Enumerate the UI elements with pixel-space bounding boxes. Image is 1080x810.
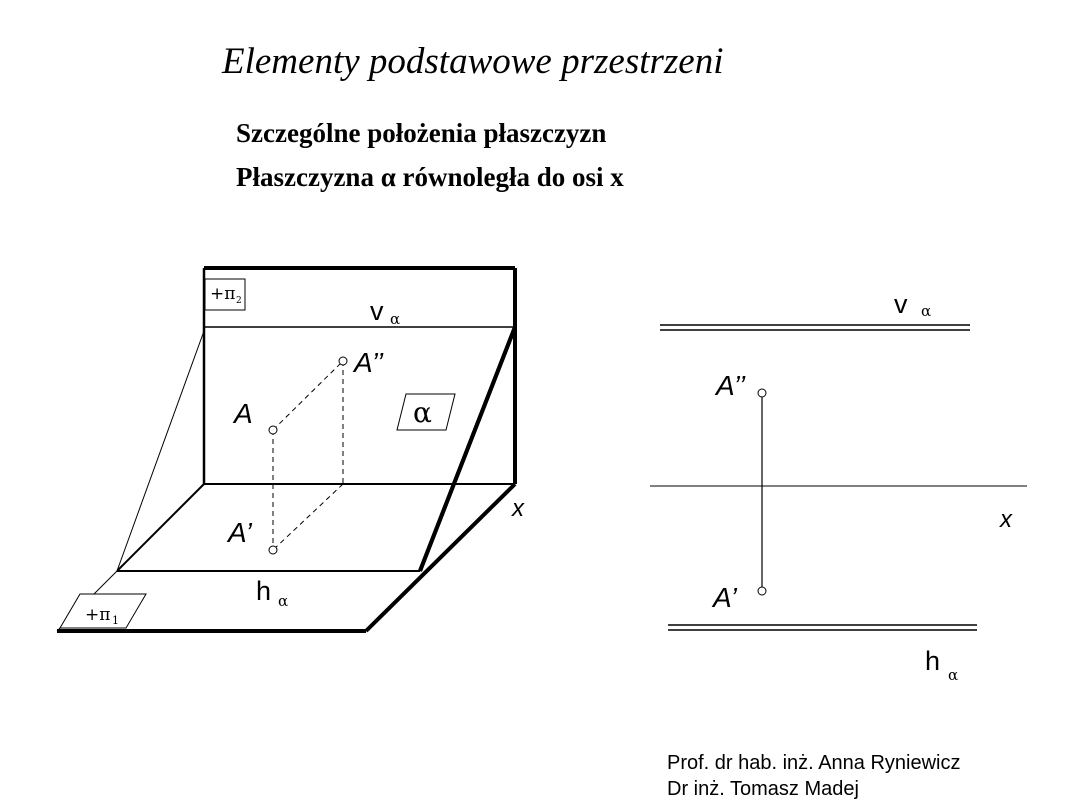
point-A-marker <box>269 426 277 434</box>
credits-line-1: Prof. dr hab. inż. Anna Ryniewicz <box>667 752 961 774</box>
pi1-subscript: 1 <box>112 614 119 627</box>
right-v-trace-label: v <box>894 289 908 319</box>
point-A-label: A <box>234 398 253 429</box>
left-3d-diagram <box>57 268 515 631</box>
page-title: Elementy podstawowe przestrzeni <box>222 41 724 82</box>
v-trace-label: v <box>370 296 384 326</box>
right-point-A2-label: A’’ <box>716 370 746 401</box>
subtitle-line-2: Płaszczyzna α równoległa do osi x <box>236 162 624 192</box>
point-A2-marker <box>339 357 347 365</box>
right-h-trace-alpha: α <box>948 666 959 684</box>
pi1-label: +π <box>85 605 111 625</box>
pi2-label: +π <box>210 284 236 304</box>
right-v-trace-alpha: α <box>921 302 932 320</box>
h-trace-alpha: α <box>278 592 289 610</box>
point-A2-label: A’’ <box>354 347 384 378</box>
credits-line-2: Dr inż. Tomasz Madej <box>667 778 859 800</box>
right-axis-x-label: x <box>1000 506 1012 533</box>
right-projection-diagram <box>650 325 1027 630</box>
right-point-A1-marker <box>758 587 766 595</box>
point-A1-marker <box>269 546 277 554</box>
point-A1-label: A’ <box>228 517 252 548</box>
pi2-subscript: 2 <box>236 296 242 306</box>
credits <box>667 750 960 802</box>
right-point-A1-label: A’ <box>713 582 737 613</box>
alpha-box-label: α <box>413 396 432 429</box>
h-trace-label: h <box>256 576 272 606</box>
subtitle-line-1: Szczególne położenia płaszczyzn <box>236 118 607 148</box>
left-axis-x-label: x <box>512 495 524 522</box>
v-trace-alpha: α <box>390 310 401 328</box>
right-h-trace-label: h <box>925 646 941 676</box>
right-point-A2-marker <box>758 389 766 397</box>
